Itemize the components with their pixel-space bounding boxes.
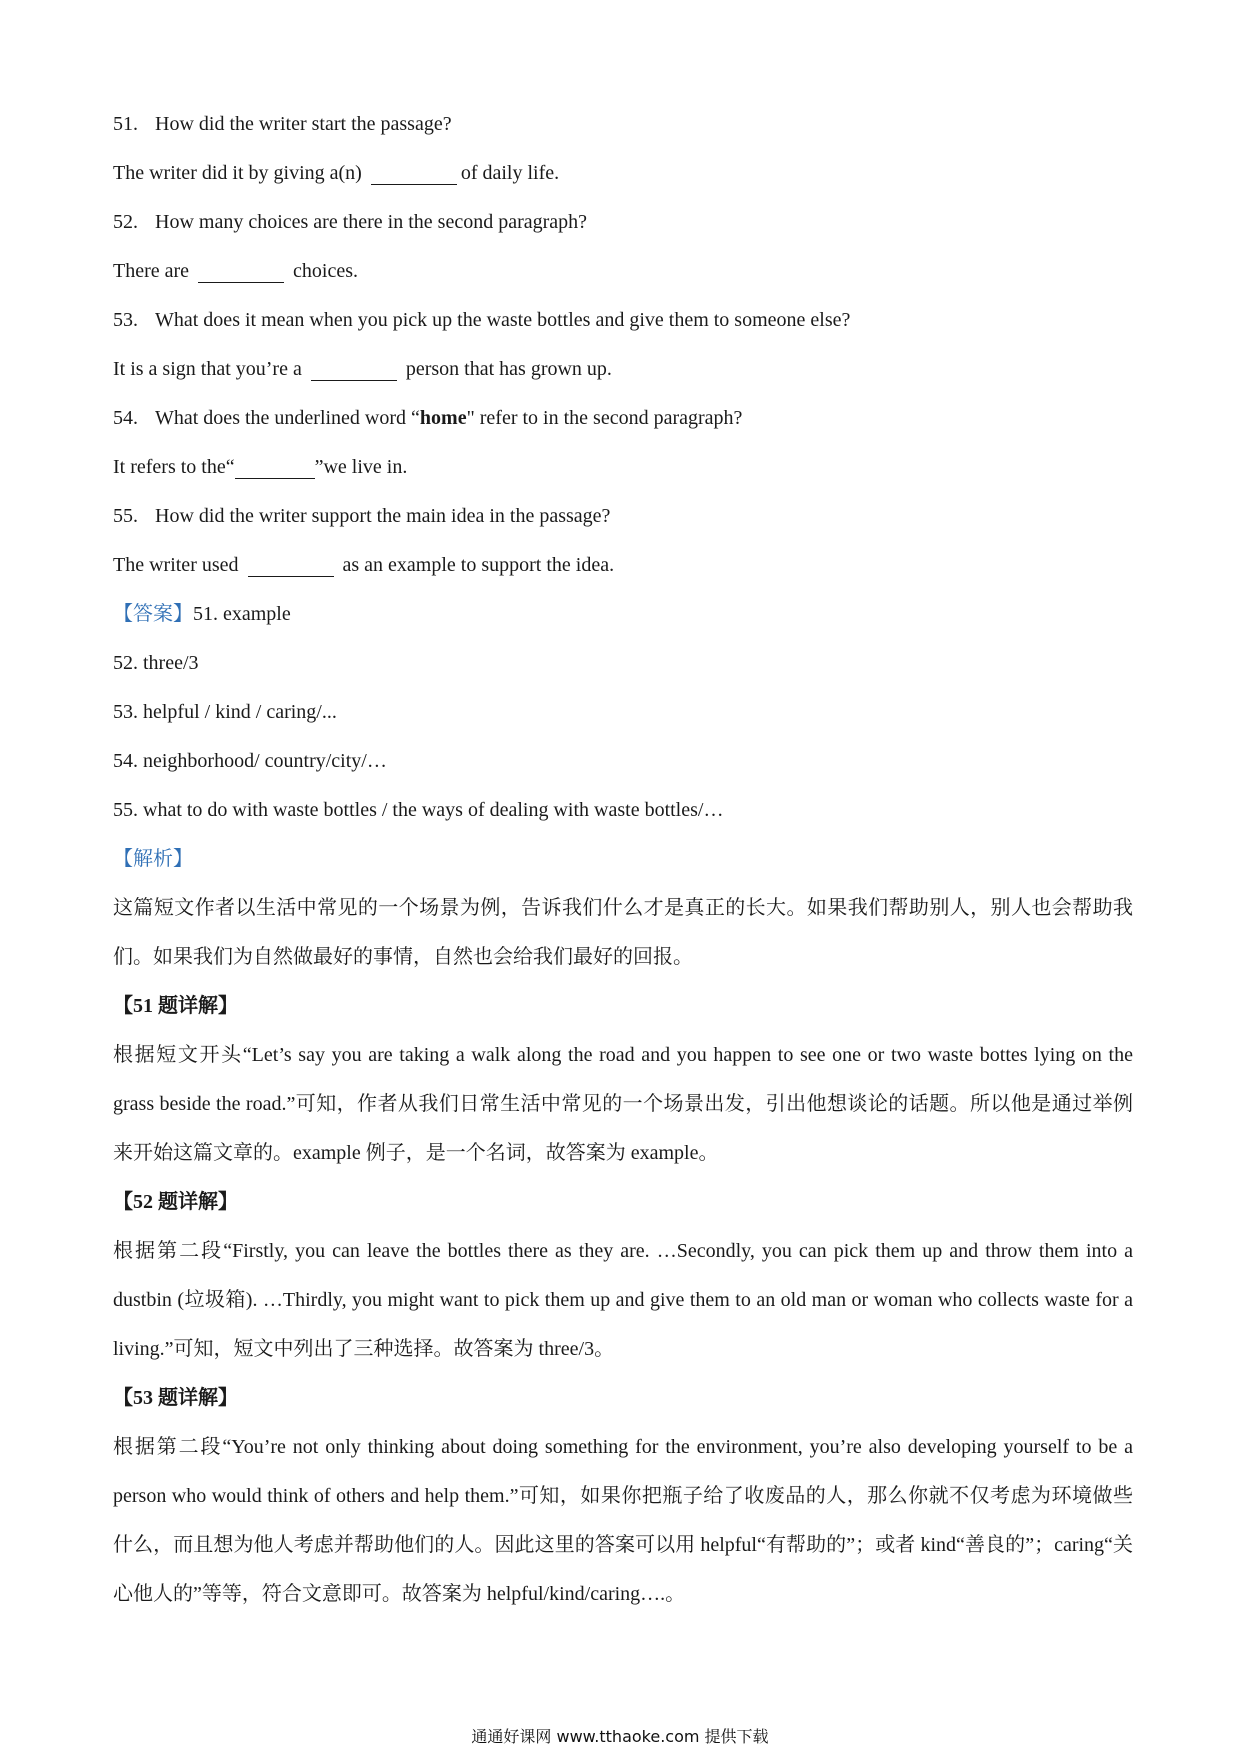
question-text: What does it mean when you pick up the waste bottles and give them to someone else? bbox=[155, 309, 851, 331]
answer-line-53 bbox=[113, 688, 1133, 737]
document-page bbox=[113, 100, 1133, 1619]
answer-blank bbox=[235, 452, 315, 479]
analysis-heading bbox=[113, 835, 1133, 884]
question-number: 53. bbox=[113, 309, 138, 331]
prompt-text: ”we live in. bbox=[314, 456, 408, 478]
answer-blank bbox=[198, 256, 284, 283]
prompt-text: It is a sign that you’re a bbox=[113, 358, 307, 380]
prompt-text: The writer did it by giving a(n) bbox=[113, 162, 367, 184]
answer-line-54 bbox=[113, 737, 1133, 786]
answer-line-51 bbox=[113, 590, 1133, 639]
prompt-51 bbox=[113, 149, 1133, 198]
question-number: 55. bbox=[113, 505, 138, 527]
prompt-text: It refers to the“ bbox=[113, 456, 235, 478]
prompt-54 bbox=[113, 443, 1133, 492]
prompt-text: of daily life. bbox=[460, 162, 560, 184]
answer-text: 52. three/3 bbox=[113, 652, 199, 674]
detail-paragraph-52: 根据第二段“Firstly, you can leave the bottles there as they are. …Secondly, you can pick them up and throw them into a dustbin (垃圾箱). …Thirdly, you might want to pick them up and give them to an old man or woman who collects waste for a living.”可知，短文中列出了三种选择。故答案为 three/3。 bbox=[113, 1240, 1133, 1360]
question-text: How did the writer support the main idea in the passage? bbox=[155, 505, 611, 527]
question-51 bbox=[113, 100, 1133, 149]
question-number: 52. bbox=[113, 211, 138, 233]
detail-paragraph-53: 根据第二段“You’re not only thinking about doing something for the environment, you’re also developing yourself to be a person who would think of others and help them.”可知，如果你把瓶子给了收废品的人，那么你就不仅考虑为环境做些什么，而且想为他人考虑并帮助他们的人。因此这里的答案可以用 helpful“有帮助的”；或者 kind“善良的”；caring“关心他人的”等等，符合文意即可。故答案为 helpful/kind/caring….。 bbox=[113, 1436, 1133, 1605]
answer-text: 53. helpful / kind / caring/... bbox=[113, 701, 337, 723]
prompt-53 bbox=[113, 345, 1133, 394]
answer-blank bbox=[311, 354, 397, 381]
page-footer: 通通好课网 www.tthaoke.com 提供下载 bbox=[471, 1727, 769, 1746]
analysis-paragraph: 这篇短文作者以生活中常见的一个场景为例，告诉我们什么才是真正的长大。如果我们帮助别人，别人也会帮助我们。如果我们为自然做最好的事情，自然也会给我们最好的回报。 bbox=[113, 897, 1133, 968]
prompt-text: as an example to support the idea. bbox=[337, 554, 615, 576]
underlined-word: home bbox=[419, 407, 467, 429]
question-53 bbox=[113, 296, 1133, 345]
prompt-text: choices. bbox=[288, 260, 359, 282]
detail-heading-52: 【52 题详解】 bbox=[113, 1191, 238, 1213]
answer-text: 54. neighborhood/ country/city/… bbox=[113, 750, 387, 772]
question-number: 54. bbox=[113, 407, 138, 429]
answer-text: 55. what to do with waste bottles / the ways of dealing with waste bottles/… bbox=[113, 799, 724, 821]
question-number: 51. bbox=[113, 113, 138, 135]
detail-heading-53: 【53 题详解】 bbox=[113, 1387, 238, 1409]
question-52 bbox=[113, 198, 1133, 247]
prompt-text: There are bbox=[113, 260, 195, 282]
prompt-52 bbox=[113, 247, 1133, 296]
question-54 bbox=[113, 394, 1133, 443]
question-text: How many choices are there in the second paragraph? bbox=[155, 211, 588, 233]
prompt-55 bbox=[113, 541, 1133, 590]
detail-heading-51: 【51 题详解】 bbox=[113, 995, 238, 1017]
question-text: How did the writer start the passage? bbox=[155, 113, 452, 135]
question-text: What does the underlined word “ bbox=[155, 407, 420, 429]
answer-line-55 bbox=[113, 786, 1133, 835]
answer-tag: 【答案】 bbox=[113, 603, 193, 625]
detail-paragraph-51: 根据短文开头“Let’s say you are taking a walk along the road and you happen to see one or two waste bottes lying on the grass beside the road.”可知，作者从我们日常生活中常见的一个场景出发，引出他想谈论的话题。所以他是通过举例来开始这篇文章的。example 例子，是一个名词，故答案为 example。 bbox=[113, 1044, 1133, 1164]
answer-line-52 bbox=[113, 639, 1133, 688]
analysis-tag: 【解析】 bbox=[113, 848, 193, 870]
answer-blank bbox=[371, 158, 457, 185]
prompt-text: The writer used bbox=[113, 554, 244, 576]
answer-blank bbox=[248, 550, 334, 577]
question-55 bbox=[113, 492, 1133, 541]
answer-text: 51. example bbox=[193, 603, 291, 625]
question-text: " refer to in the second paragraph? bbox=[466, 407, 743, 429]
prompt-text: person that has grown up. bbox=[400, 358, 612, 380]
